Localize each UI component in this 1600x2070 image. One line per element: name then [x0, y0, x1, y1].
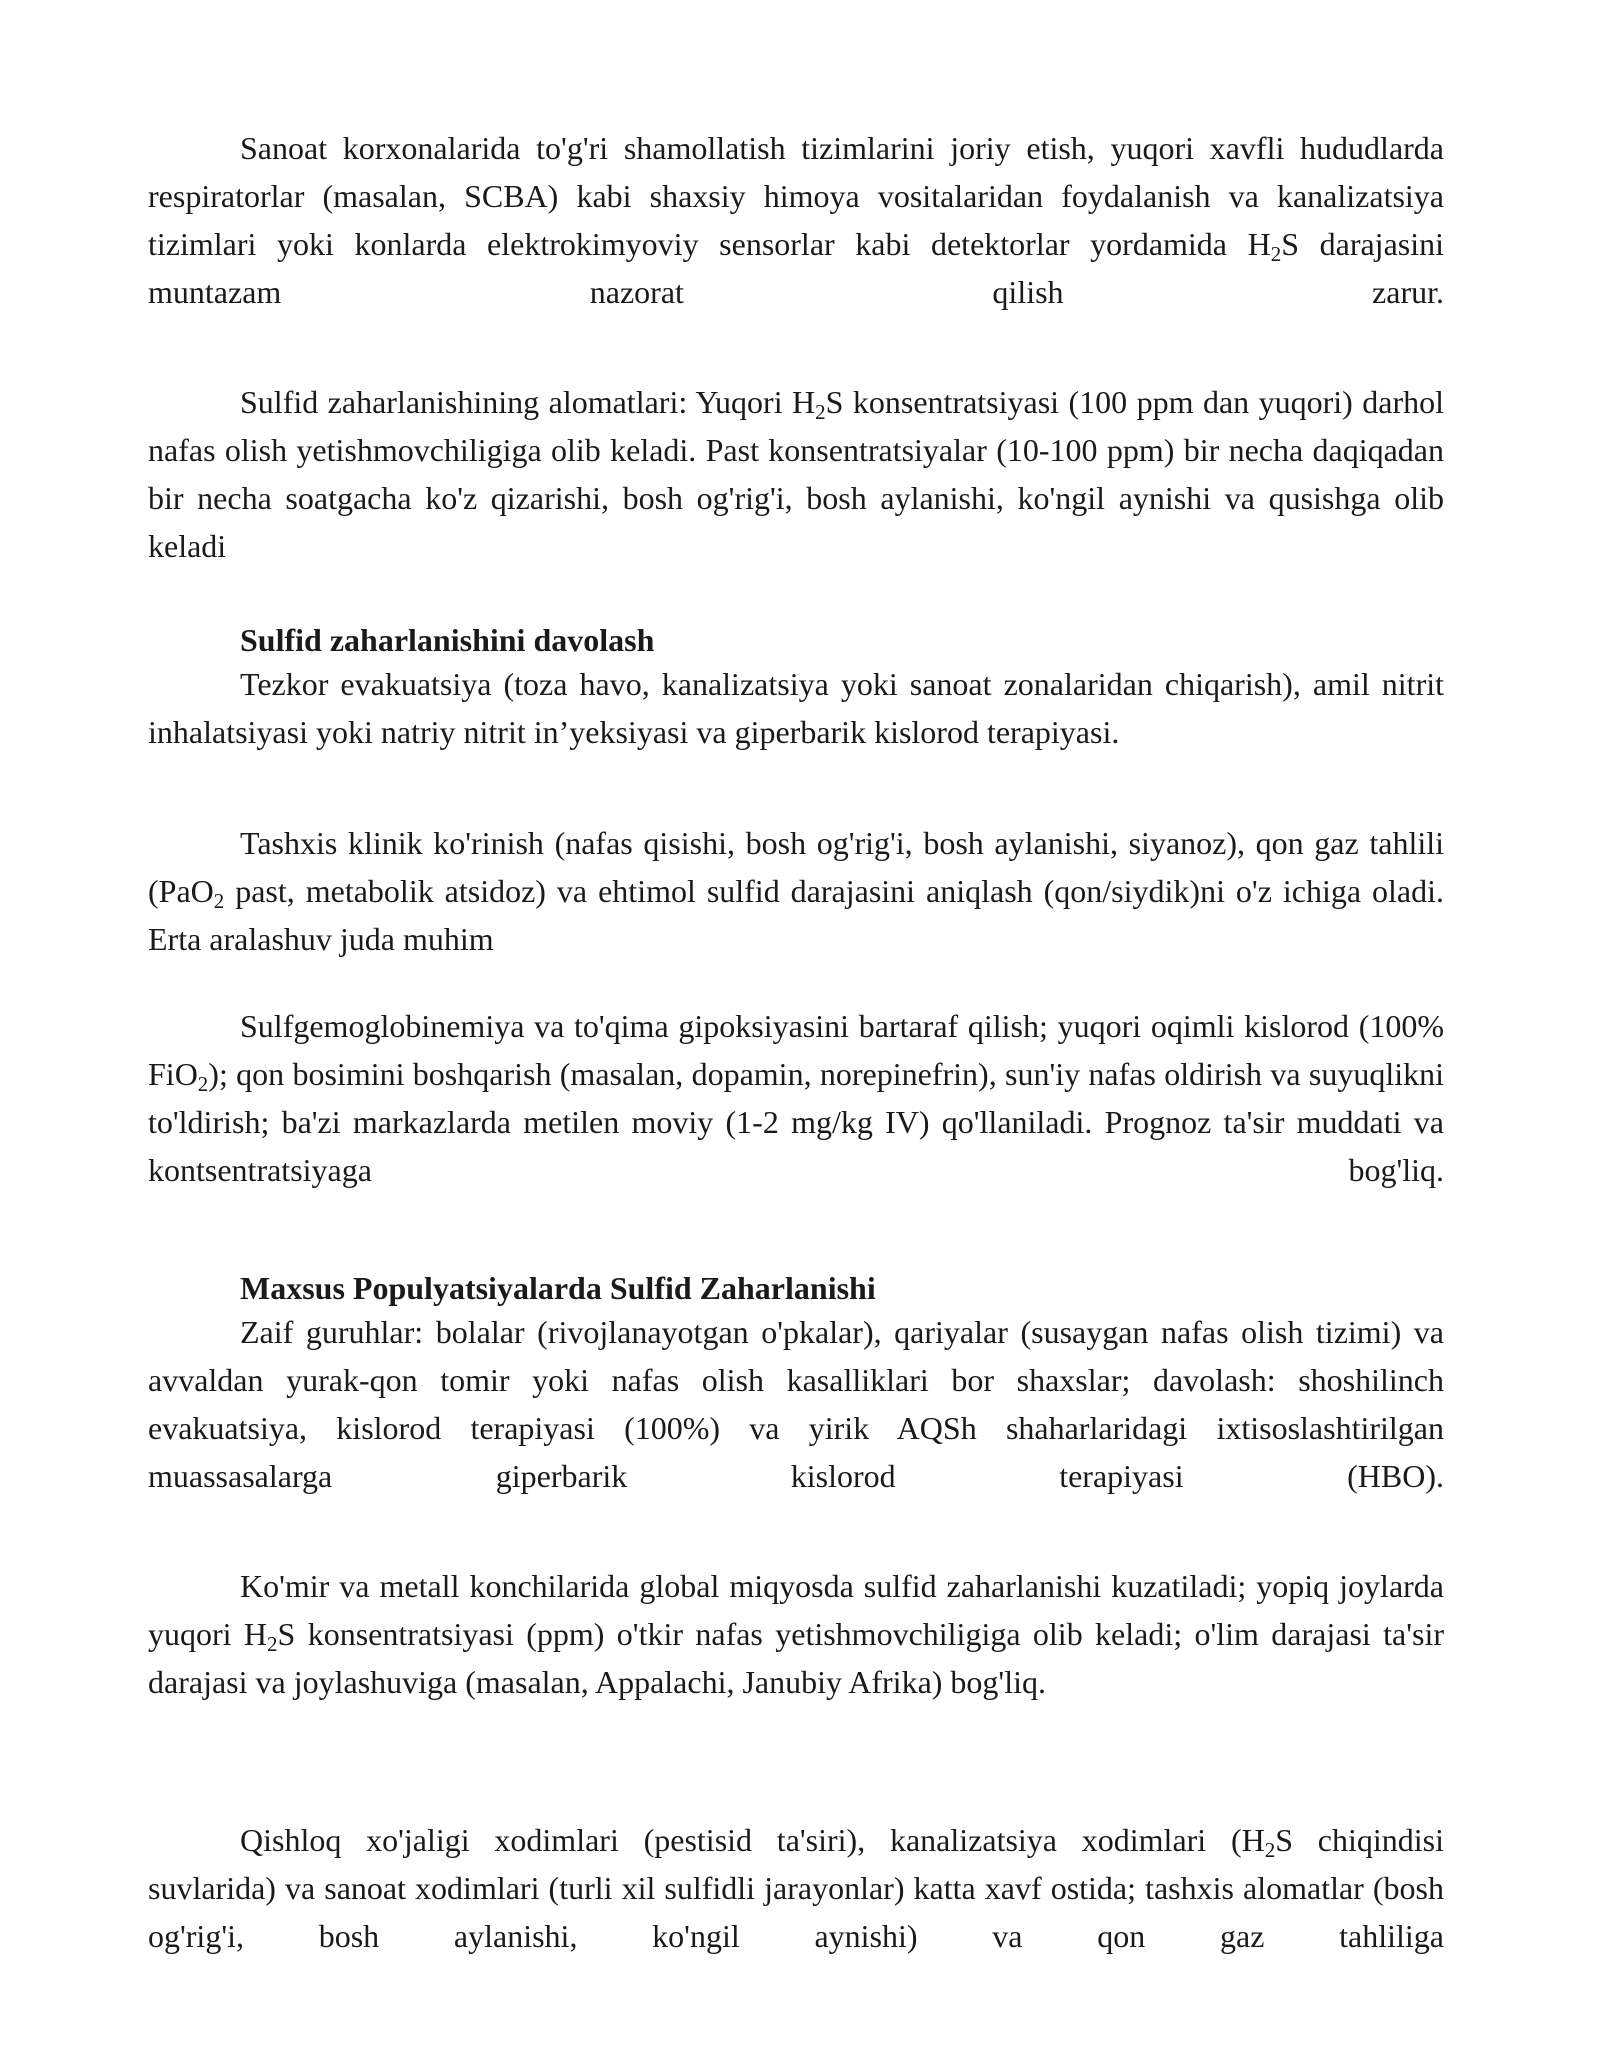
subscript: 2 [267, 1632, 278, 1656]
paragraph-text: Sulfid zaharlanishining alomatlari: Yuqori H [240, 384, 816, 420]
subscript: 2 [815, 400, 826, 424]
paragraph-management [148, 1002, 1444, 1194]
subscript: 2 [1270, 242, 1282, 266]
paragraph-text: Tezkor evakuatsiya (toza havo, kanalizatsiya yoki sanoat zonalaridan chiqarish), amil nitrit inhalatsiyasi yoki natriy nitrit in’yeksiyasi va giperbarik kislorod terapiyasi. [148, 666, 1444, 750]
section-heading-special-populations: Maxsus Populyatsiyalarda Sulfid Zaharlanishi [240, 1270, 876, 1306]
subscript: 2 [197, 1072, 209, 1096]
paragraph-text: Qishloq xo'jaligi xodimlari (pestisid ta'siri), kanalizatsiya xodimlari (H [240, 1822, 1265, 1858]
paragraph-vulnerable-groups [148, 1308, 1444, 1500]
paragraph-text: S konsentratsiyasi (ppm) o'tkir nafas yetishmovchiligiga olib keladi; o'lim darajasi ta'sir darajasi va joylashuviga (masalan, Appalachi, Janubiy Afrika) bog'liq. [148, 1616, 1445, 1700]
paragraph-text: Ko'mir va metall konchilarida global miqyosda sulfid zaharlanishi kuzatiladi; yopiq joylarda yuqori H [148, 1568, 1444, 1652]
paragraph-text: ); qon bosimini boshqarish (masalan, dopamin, norepinefrin), sun'iy nafas oldirish va suyuqlikni to'ldirish; ba'zi markazlarda metilen moviy (1-2 mg/kg IV) qo'llaniladi. Prognoz ta'sir muddati va kontsentratsiyaga bog'liq. [148, 1056, 1444, 1188]
paragraph-text: Sulfgemoglobinemiya va to'qima gipoksiyasini bartaraf qilish; yuqori oqimli kislorod (100% FiO [148, 1008, 1444, 1092]
paragraph-text: S konsentratsiyasi (100 ppm dan yuqori) darhol nafas olish yetishmovchiligiga olib keladi. Past konsentratsiyalar (10-100 ppm) bir necha daqiqadan bir necha soatgacha ko'z qizarishi, bosh og'rig'i, bosh aylanishi, ko'ngil aynishi va qusishga olib keladi [148, 384, 1444, 564]
paragraph-miners [148, 1562, 1444, 1706]
paragraph-text: S chiqindisi suvlarida) va sanoat xodimlari (turli xil sulfidli jarayonlar) katta xavf ostida; tashxis alomatlar (bosh og'rig'i, bosh aylanishi, ko'ngil aynishi) va qon gaz tahliliga [148, 1822, 1444, 1954]
section-heading-treatment: Sulfid zaharlanishini davolash [240, 622, 655, 658]
subscript: 2 [1264, 1838, 1276, 1862]
paragraph-text: past, metabolik atsidoz) va ehtimol sulfid darajasini aniqlash (qon/siydik)ni o'z ichiga oladi. Erta aralashuv juda muhim [148, 873, 1444, 957]
subscript: 2 [213, 889, 225, 913]
paragraph-treatment [148, 660, 1444, 756]
paragraph-text: S darajasini muntazam nazorat qilish zarur. [148, 226, 1445, 310]
paragraph-workers [148, 1816, 1444, 1960]
paragraph-text: Sanoat korxonalarida to'g'ri shamollatish tizimlarini joriy etish, yuqori xavfli hududlarda respiratorlar (masalan, SCBA) kabi shaxsiy himoya vositalaridan foydalanish va kanalizatsiya tizimlari yoki konlarda elektrokimyoviy sensorlar kabi detektorlar yordamida H [148, 130, 1444, 262]
paragraph-diagnosis [148, 819, 1444, 963]
paragraph-text: Zaif guruhlar: bolalar (rivojlanayotgan o'pkalar), qariyalar (susaygan nafas olish tizimi) va avvaldan yurak-qon tomir yoki nafas olish kasalliklari bor shaxslar; davolash: shoshilinch evakuatsiya, kislorod terapiyasi (100%) va yirik AQSh shaharlaridagi ixtisoslashtirilgan muassasalarga giperbarik kislorod terapiyasi (HBO). [148, 1314, 1444, 1494]
paragraph-ventilation [148, 124, 1444, 316]
paragraph-symptoms [148, 378, 1444, 570]
paragraph-text: Tashxis klinik ko'rinish (nafas qisishi, bosh og'rig'i, bosh aylanishi, siyanoz), qon gaz tahlili (PaO [148, 825, 1444, 909]
